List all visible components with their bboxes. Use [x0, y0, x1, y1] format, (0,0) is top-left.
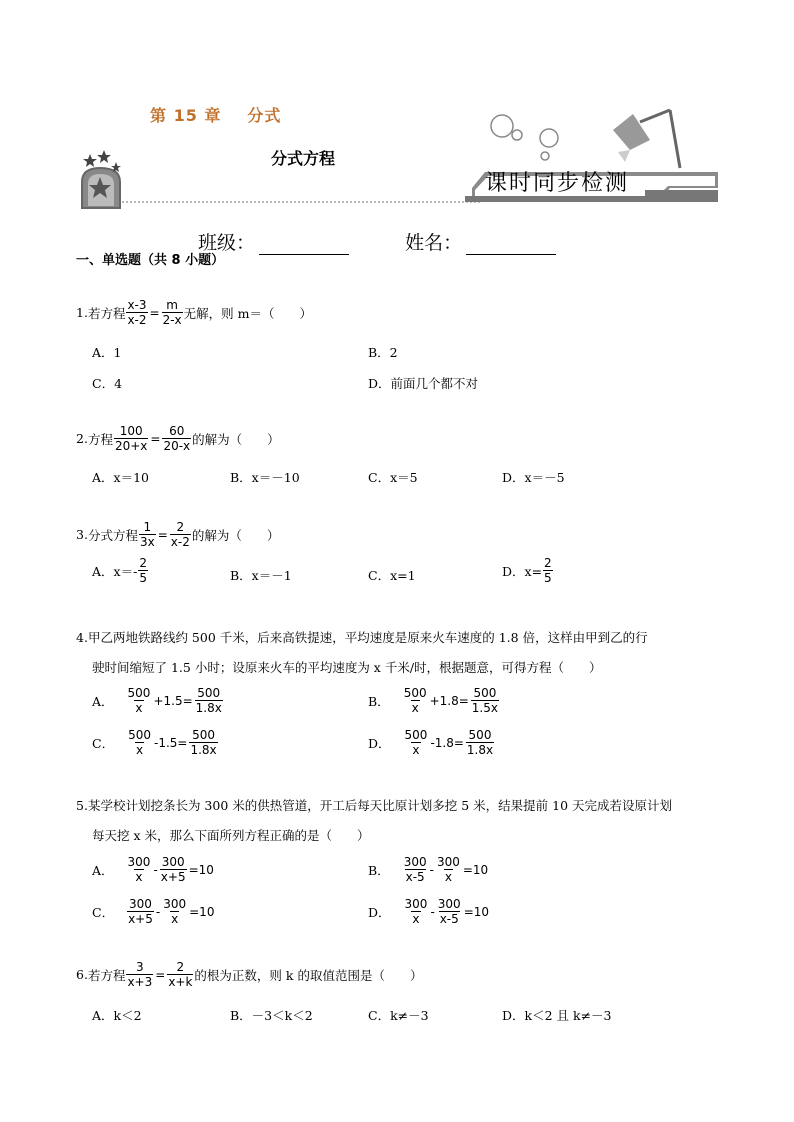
numerator: 500: [197, 686, 221, 700]
question-number: 1.: [76, 305, 88, 320]
operator: -: [430, 904, 435, 919]
fraction: [543, 556, 553, 585]
question-text: 甲乙两地铁路线约 500 千米，后来高铁提速，平均速度是原来火车速度的 1.8 倍，这样由甲到乙的行: [87, 630, 648, 645]
denominator: x-2: [170, 535, 190, 549]
fraction: [126, 298, 147, 327]
denominator: x: [412, 912, 420, 926]
numerator: 500: [192, 728, 215, 742]
question-text: 的解为（ ）: [192, 431, 280, 447]
question-text: 若方程: [87, 967, 126, 983]
equation-tail: =10: [463, 904, 490, 919]
question-text: 若方程: [87, 305, 126, 321]
numerator: 300: [436, 855, 460, 869]
option-a[interactable]: A．x＝10: [92, 470, 149, 485]
numerator: 500: [127, 686, 151, 700]
numerator: 1: [143, 520, 152, 534]
option-label: A．: [92, 862, 114, 878]
fraction: [160, 855, 187, 884]
question-1: 1. 若方程 $\frac{x-3}{x-2}$ = $\frac{m}{2-x}$ 无解，则 m＝（ ）: [76, 298, 312, 327]
option-d[interactable]: D．前面几个都不对: [368, 376, 479, 391]
fraction: [403, 855, 428, 884]
numerator: m: [166, 298, 178, 312]
denominator: x+5: [160, 870, 186, 884]
numerator: x-3: [127, 298, 147, 312]
denominator: 1.5x: [471, 701, 498, 715]
fraction: [189, 728, 217, 757]
option-b[interactable]: B．2: [368, 345, 398, 360]
option-d[interactable]: [502, 556, 554, 585]
numerator: 300: [129, 897, 152, 911]
option-c[interactable]: [92, 897, 215, 926]
fraction: [436, 855, 461, 884]
operator: -: [153, 862, 158, 877]
fraction: [167, 960, 193, 989]
question-number: 5.: [76, 798, 88, 813]
option-c[interactable]: C．x=1: [368, 568, 416, 583]
fraction: [127, 686, 152, 715]
denominator: x: [411, 701, 419, 715]
option-text: A．x＝-: [92, 563, 138, 579]
fraction: [466, 728, 494, 757]
option-b[interactable]: B．x＝－10: [230, 470, 300, 485]
denominator: x+3: [127, 975, 153, 989]
denominator: x-5: [405, 870, 425, 884]
desk-lamp-icon: [613, 110, 680, 168]
numerator: 2: [176, 960, 185, 974]
question-text: 某学校计划挖条长为 300 米的供热管道，开工后每天比原计划多挖 5 米，结果提前 10 天完成若设原计划: [87, 798, 672, 813]
option-b[interactable]: [368, 855, 489, 884]
chapter-heading: [150, 103, 281, 126]
option-c[interactable]: C．x＝5: [368, 470, 418, 485]
operator: -: [155, 904, 161, 919]
question-4: [76, 628, 648, 646]
option-a[interactable]: [92, 855, 215, 884]
numerator: 3: [136, 960, 144, 974]
fraction: [404, 728, 429, 757]
question-2: 2. 方程 $\frac{100}{20+x}$ = $\frac{60}{20-x}$ 的解为（ ）: [76, 424, 280, 453]
fraction: [162, 424, 191, 453]
denominator: 5: [139, 571, 147, 585]
operator: -: [429, 862, 434, 877]
equation-tail: =10: [189, 904, 215, 919]
student-info-line: [198, 228, 556, 255]
numerator: 300: [163, 897, 187, 911]
denominator: 20+x: [114, 439, 148, 453]
denominator: 1.8x: [190, 743, 217, 757]
option-label: A．: [92, 693, 114, 709]
denominator: x-2: [127, 313, 147, 327]
numerator: 300: [403, 855, 427, 869]
fraction: [127, 897, 154, 926]
fraction: [162, 298, 183, 327]
fraction: [403, 686, 428, 715]
option-label: D．: [368, 735, 391, 751]
denominator: 1.8x: [195, 701, 222, 715]
question-number: 4.: [76, 630, 88, 645]
denominator: x: [171, 912, 179, 926]
section-heading: 一、单选题（共 8 小题）: [76, 253, 225, 268]
question-5: [76, 796, 672, 814]
fraction: [404, 897, 429, 926]
numerator: 300: [127, 855, 151, 869]
fraction: [127, 855, 152, 884]
question-3: 3. 分式方程 $\frac{1}{3x}$ = $\frac{2}{x-2}$ 的解为（ ）: [76, 520, 280, 549]
fraction: [126, 960, 153, 989]
denominator: x: [135, 870, 143, 884]
numerator: 100: [119, 424, 143, 438]
operator: +1.5=: [153, 693, 193, 708]
class-field[interactable]: [259, 236, 349, 255]
chapter-title: 分式: [247, 106, 282, 125]
numerator: 500: [403, 686, 427, 700]
fraction: [139, 520, 156, 549]
option-text: D．x=: [502, 563, 543, 579]
numerator: 2: [544, 556, 552, 570]
star-badge-icon: [82, 150, 121, 208]
denominator: 5: [544, 571, 552, 585]
numerator: 2: [176, 520, 185, 534]
numerator: 500: [468, 728, 492, 742]
fraction: [138, 556, 148, 585]
option-d[interactable]: [368, 897, 490, 926]
class-label: 班级：: [198, 232, 256, 254]
fraction: [162, 897, 187, 926]
fraction: [170, 520, 191, 549]
fraction: [471, 686, 499, 715]
option-b[interactable]: B．x＝－1: [230, 568, 292, 583]
denominator: x-5: [439, 912, 459, 926]
name-label: 姓名：: [405, 232, 463, 254]
numerator: 300: [404, 897, 428, 911]
question-text: 无解，则 m＝（ ）: [183, 305, 312, 321]
question-text: 的根为正数，则 k 的取值范围是（ ）: [194, 967, 423, 983]
denominator: 20-x: [163, 439, 191, 453]
banner-text: 课时同步检测: [485, 171, 630, 196]
equation-tail: =10: [188, 862, 214, 877]
numerator: 300: [437, 897, 461, 911]
equation-tail: =10: [462, 862, 489, 877]
option-a[interactable]: A．1: [92, 345, 122, 360]
option-a[interactable]: [92, 556, 149, 585]
option-d[interactable]: D．k＜2 且 k≠－3: [502, 1008, 612, 1023]
operator: +1.8=: [429, 693, 469, 708]
numerator: 2: [139, 556, 147, 570]
fraction: [114, 424, 148, 453]
question-text: 分式方程: [87, 527, 138, 543]
question-text: 方程: [87, 431, 113, 447]
numerator: 300: [161, 855, 185, 869]
option-b[interactable]: [368, 686, 500, 715]
denominator: x: [444, 870, 452, 884]
option-label: D．: [368, 904, 391, 920]
option-d[interactable]: [368, 728, 495, 757]
option-label: C．: [92, 735, 115, 751]
numerator: 500: [473, 686, 497, 700]
denominator: x: [135, 701, 143, 715]
operator: -1.5=: [153, 735, 188, 750]
denominator: 2-x: [162, 313, 182, 327]
question-4-line2: 驶时间缩短了 1.5 小时；设原来火车的平均速度为 x 千米/时，根据题意，可得方程（ ）: [92, 660, 602, 675]
option-c[interactable]: C．k≠－3: [368, 1008, 429, 1023]
name-field[interactable]: [466, 236, 556, 255]
denominator: x+k: [168, 975, 193, 989]
denominator: 3x: [139, 535, 155, 549]
denominator: x+5: [128, 912, 153, 926]
operator: -1.8=: [430, 735, 464, 750]
numerator: 500: [128, 728, 151, 742]
numerator: 500: [404, 728, 428, 742]
option-label: C．: [92, 904, 115, 920]
option-label: B．: [368, 693, 390, 709]
fraction: [437, 897, 462, 926]
option-c[interactable]: C．4: [92, 376, 123, 391]
option-d[interactable]: D．x＝－5: [502, 470, 565, 485]
chapter-number: 第 15 章: [150, 106, 222, 125]
denominator: 1.8x: [466, 743, 494, 757]
question-number: 3.: [76, 527, 88, 542]
fraction: [127, 728, 152, 757]
fraction: [195, 686, 223, 715]
option-a[interactable]: [92, 686, 224, 715]
question-text: 的解为（ ）: [191, 527, 280, 543]
lesson-title: 分式方程: [271, 149, 336, 168]
numerator: 60: [169, 424, 185, 438]
denominator: x: [135, 743, 144, 757]
denominator: x: [412, 743, 420, 757]
option-a[interactable]: A．k＜2: [92, 1008, 142, 1023]
question-number: 2.: [76, 431, 88, 446]
option-c[interactable]: [92, 728, 219, 757]
question-number: 6.: [76, 967, 88, 982]
question-6: 6. 若方程 $\frac{3}{x+3}$ = $\frac{2}{x+k}$ 的根为正数，则 k 的取值范围是（ ）: [76, 960, 423, 989]
question-5-line2: 每天挖 x 米，那么下面所列方程正确的是（ ）: [92, 828, 370, 843]
option-label: B．: [368, 862, 390, 878]
option-b[interactable]: B．－3＜k＜2: [230, 1008, 313, 1023]
